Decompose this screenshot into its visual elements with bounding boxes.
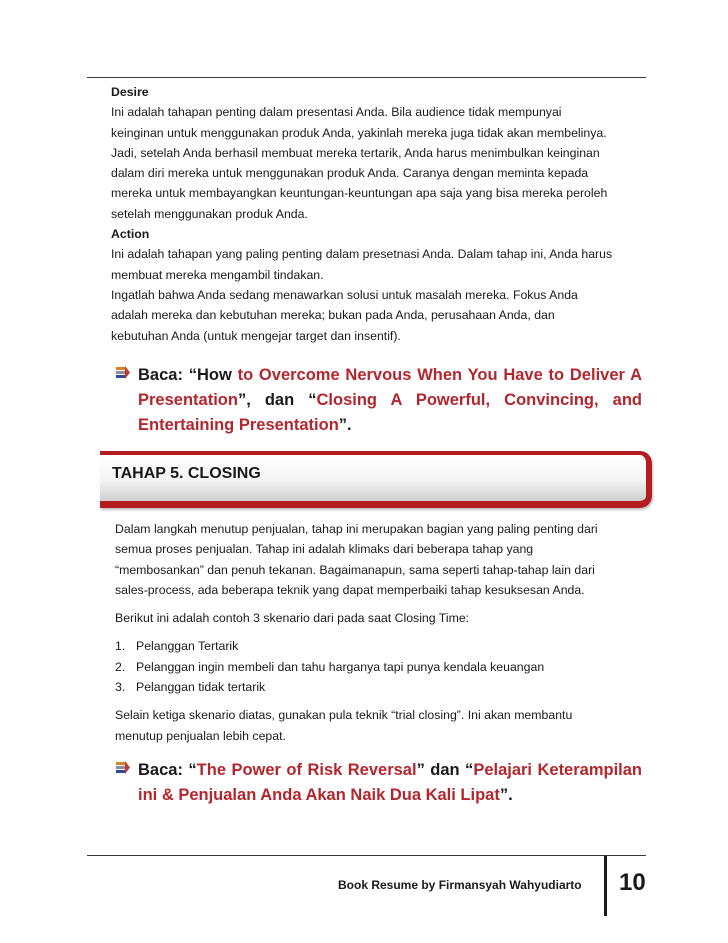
- list-number: 2.: [115, 659, 126, 674]
- list-number: 3.: [115, 680, 126, 695]
- action-line: Ini adalah tahapan yang paling penting dalam presetnasi Anda. Dalam tahap ini, Anda harus: [111, 247, 613, 262]
- main-content: [111, 82, 642, 438]
- desire-line: Jadi, setelah Anda berhasil membuat mereka tertarik, Anda harus menimbulkan keinginan: [111, 145, 600, 160]
- list-item: [115, 657, 642, 677]
- list-text: Pelanggan tidak tertarik: [136, 680, 266, 695]
- baca-suffix: ”.: [499, 785, 513, 804]
- section-banner: [100, 451, 652, 508]
- desire-line: mereka untuk membayangkan keuntungan-keuntungan apa saja yang bisa mereka peroleh: [111, 186, 608, 201]
- list-text: Pelanggan ingin membeli dan tahu harganya tapi punya kendala keuangan: [136, 659, 545, 674]
- action-line: Ingatlah bahwa Anda sedang menawarkan solusi untuk masalah mereka. Fokus Anda: [111, 287, 578, 302]
- closing-intro-paragraph: [115, 519, 642, 600]
- arrow-bullet-icon: [116, 761, 130, 774]
- list-number: 1.: [115, 639, 126, 654]
- baca-connector: ” dan “: [416, 760, 474, 779]
- desire-line: setelah menggunakan produk Anda.: [111, 206, 308, 221]
- desire-line: dalam diri mereka untuk menggunakan produk Anda. Caranya dengan meminta kepada: [111, 166, 589, 181]
- closing-line: menutup penjualan lebih cepat.: [115, 728, 286, 743]
- closing-line: Dalam langkah menutup penjualan, tahap ini merupakan bagian yang paling penting dari: [115, 522, 598, 536]
- reading-recommendation-1: [111, 363, 642, 438]
- desire-line: keinginan untuk menggunakan produk Anda, yakinlah mereka juga tidak akan membelinya.: [111, 125, 607, 140]
- action-line: membuat mereka mengambil tindakan.: [111, 267, 324, 282]
- closing-line: sales-process, ada beberapa teknik yang dapat memperbaiki tahap kesuksesan Anda.: [115, 582, 585, 597]
- arrow-bullet-icon: [116, 366, 130, 379]
- desire-line: Ini adalah tahapan penting dalam presentasi Anda. Bila audience tidak mempunyai: [111, 105, 562, 120]
- baca-suffix: ”.: [338, 415, 352, 434]
- desire-paragraph: [111, 102, 642, 224]
- list-text: Pelanggan Tertarik: [136, 639, 239, 654]
- baca-prefix: Baca: “: [138, 760, 197, 779]
- action-paragraph: [111, 244, 642, 345]
- footer-credit: Book Resume by Firmansyah Wahyudiarto: [338, 878, 582, 892]
- footer-rule: [87, 855, 646, 856]
- desire-heading: Desire: [111, 85, 149, 99]
- list-item: [115, 636, 642, 656]
- baca-prefix: Baca: “How: [138, 365, 238, 384]
- action-line: kebutuhan Anda (untuk mengejar target dan insentif).: [111, 328, 401, 343]
- examples-intro: Berikut ini adalah contoh 3 skenario dari pada saat Closing Time:: [115, 611, 470, 626]
- list-item: [115, 677, 642, 697]
- baca-link-title[interactable]: to Overcome Nervous When You Have to Deliver A Presentation: [138, 365, 643, 409]
- closing-outro-paragraph: [115, 705, 642, 746]
- baca-connector: ”, dan “: [237, 390, 317, 409]
- footer-divider: [604, 856, 607, 916]
- section-title: TAHAP 5. CLOSING: [112, 465, 261, 482]
- reading-recommendation-2: [111, 758, 642, 808]
- baca-link-title[interactable]: Pelajari Keterampilan ini & Penjualan Anda Akan Naik Dua Kali Lipat: [138, 760, 643, 804]
- closing-content: [115, 519, 642, 808]
- closing-line: “membosankan” dan penuh tekanan. Bagaimanapun, sama seperti tahap-tahap lain dari: [115, 562, 595, 577]
- closing-line: semua proses penjualan. Tahap ini adalah klimaks dari beberapa tahap yang: [115, 542, 534, 557]
- scenario-list: [115, 636, 642, 697]
- action-heading: Action: [111, 227, 150, 242]
- action-line: adalah mereka dan kebutuhan mereka; bukan pada Anda, perusahaan Anda, dan: [111, 308, 555, 323]
- baca-link-title[interactable]: The Power of Risk Reversal: [196, 760, 417, 779]
- page-number: 10: [619, 869, 646, 896]
- closing-line: Selain ketiga skenario diatas, gunakan pula teknik “trial closing”. Ini akan membantu: [115, 708, 573, 723]
- baca-link-title[interactable]: Closing A Powerful, Convincing, and Entertaining Presentation: [138, 390, 642, 434]
- top-rule: [87, 77, 646, 78]
